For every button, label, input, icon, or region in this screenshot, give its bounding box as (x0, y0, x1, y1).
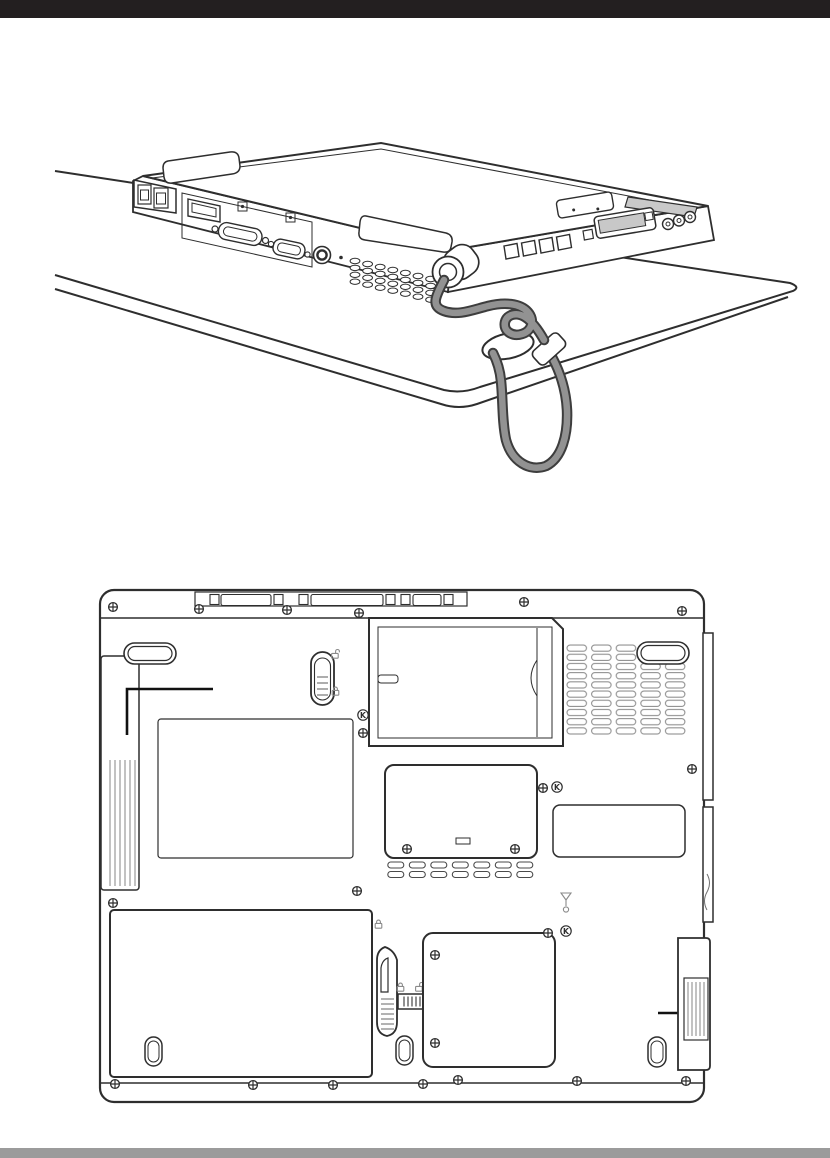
screw (283, 606, 292, 615)
svg-text:K: K (563, 926, 569, 936)
circled-k-marker (561, 926, 571, 936)
speaker-cover (101, 656, 139, 890)
screw (353, 887, 362, 896)
screw (682, 1077, 691, 1086)
notebook-rear-view (133, 143, 714, 302)
screw (195, 605, 204, 614)
hanging-cable-loop (493, 353, 567, 468)
rubber-foot-top-left (124, 643, 176, 664)
screw (355, 609, 364, 618)
screw (109, 899, 118, 908)
screw (454, 1076, 463, 1085)
circled-k-marker (358, 710, 368, 720)
screw (359, 729, 368, 738)
circled-k-marker (552, 782, 562, 792)
screw (419, 1080, 428, 1089)
battery-pack (110, 910, 372, 1077)
svg-text:K: K (554, 782, 560, 792)
screw (539, 784, 548, 793)
screw (329, 1081, 338, 1090)
screw (111, 1080, 120, 1089)
memory-bay-cover (423, 933, 555, 1067)
rubber-foot-top-right (637, 642, 689, 664)
screw (573, 1077, 582, 1086)
screw (431, 1039, 440, 1048)
screw (109, 603, 118, 612)
bottom-view-figure (90, 578, 740, 1113)
right-edge-strips (703, 633, 713, 922)
screw (511, 845, 520, 854)
security-cable-figure (30, 110, 810, 495)
screw (678, 607, 687, 616)
right-vent-cover (678, 938, 710, 1070)
svg-text:K: K (360, 710, 366, 720)
screw (544, 929, 553, 938)
page-header-bar (0, 0, 830, 18)
page-footer-bar (0, 1148, 830, 1158)
screw (431, 951, 440, 960)
mid-vents (387, 861, 534, 880)
screw (403, 845, 412, 854)
hard-drive-bay (369, 618, 563, 746)
screw (249, 1081, 258, 1090)
rubber-foot-mid (396, 1036, 413, 1065)
screw (688, 765, 697, 774)
screw (520, 598, 529, 607)
rubber-foot-bottom-right (648, 1037, 666, 1067)
